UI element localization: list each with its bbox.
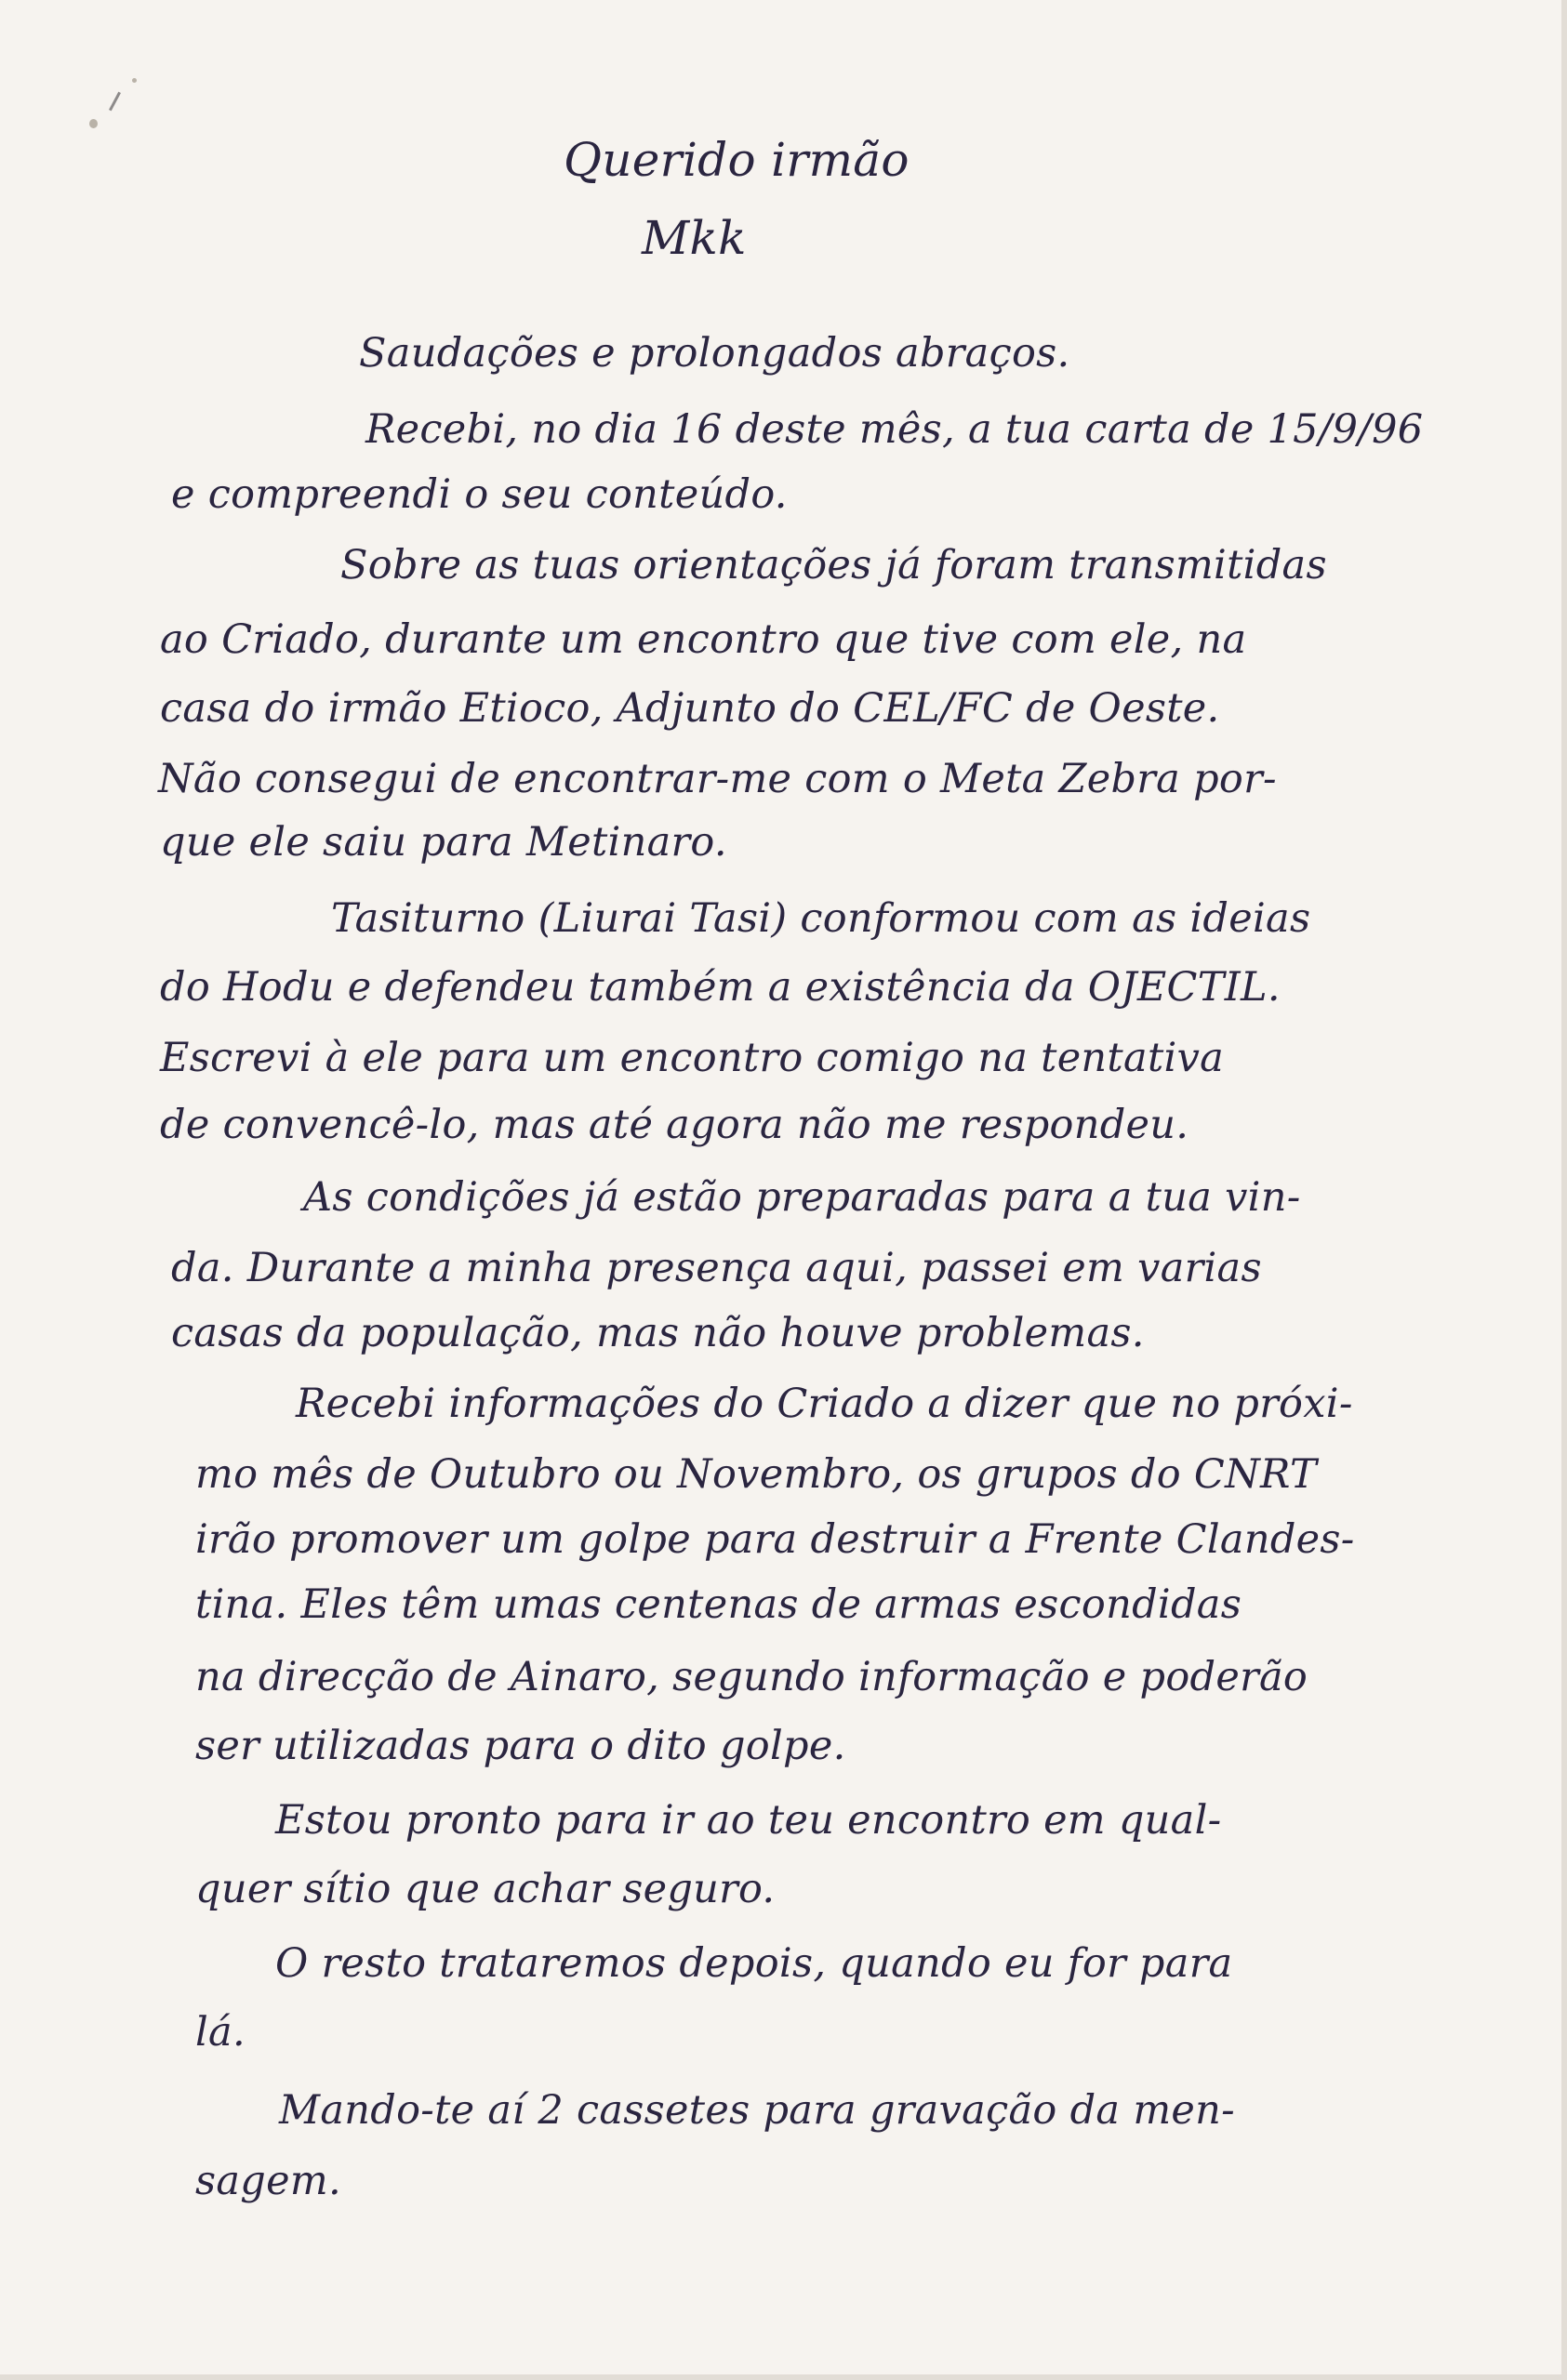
letter-line: que ele saiu para Metinaro.: [160, 819, 727, 866]
letter-line: O resto trataremos depois, quando eu for para: [275, 1940, 1233, 1987]
letter-line: da. Durante a minha presença aqui, passei em varias: [171, 1245, 1262, 1291]
letter-line: e compreendi o seu conteúdo.: [171, 471, 788, 518]
letter-line: de convencê-lo, mas até agora não me respondeu.: [160, 1102, 1189, 1148]
letter-line: irão promover um golpe para destruir a Frente Clandes-: [195, 1516, 1355, 1563]
letter-line: Mando-te aí 2 cassetes para gravação da men-: [279, 2087, 1235, 2134]
paper-spot: [89, 119, 98, 128]
letter-line: Recebi informações do Criado a dizer que no próxi-: [296, 1381, 1353, 1427]
letter-line: ao Criado, durante um encontro que tive com ele, na: [160, 616, 1247, 663]
letter-line: sagem.: [195, 2158, 341, 2204]
letter-line: ser utilizadas para o dito golpe.: [195, 1723, 846, 1769]
letter-line: mo mês de Outubro ou Novembro, os grupos do CNRT: [195, 1451, 1317, 1498]
letter-line: Estou pronto para ir ao teu encontro em qual-: [275, 1797, 1222, 1844]
letter-line: na direcção de Ainaro, segundo informação e poderão: [195, 1654, 1308, 1700]
letter-greeting: Querido irmão: [564, 133, 910, 187]
paper-spot: [132, 78, 137, 83]
letter-line: lá.: [195, 2009, 246, 2056]
letter-line: quer sítio que achar seguro.: [195, 1866, 776, 1912]
letter-line: Tasiturno (Liurai Tasi) conformou com as ideias: [331, 895, 1311, 942]
letter-line: do Hodu e defendeu também a existência da OJECTIL.: [160, 964, 1281, 1011]
letter-line: tina. Eles têm umas centenas de armas escondidas: [195, 1581, 1242, 1628]
letter-line: casa do irmão Etioco, Adjunto do CEL/FC de Oeste.: [160, 685, 1220, 732]
letter-line: As condições já estão preparadas para a tua vin-: [303, 1174, 1301, 1221]
letter-line: Saudações e prolongados abraços.: [359, 330, 1070, 377]
pencil-mark: [109, 92, 121, 112]
letter-line: casas da população, mas não houve problemas.: [171, 1310, 1145, 1356]
letter-recipient: Mkk: [642, 211, 747, 265]
letter-line: Sobre as tuas orientações já foram transmitidas: [340, 542, 1327, 588]
letter-line: Não consegui de encontrar-me com o Meta Zebra por-: [158, 756, 1277, 802]
letter-line: Recebi, no dia 16 deste mês, a tua carta de 15/9/96: [365, 406, 1424, 453]
letter-line: Escrevi à ele para um encontro comigo na tentativa: [160, 1035, 1225, 1081]
